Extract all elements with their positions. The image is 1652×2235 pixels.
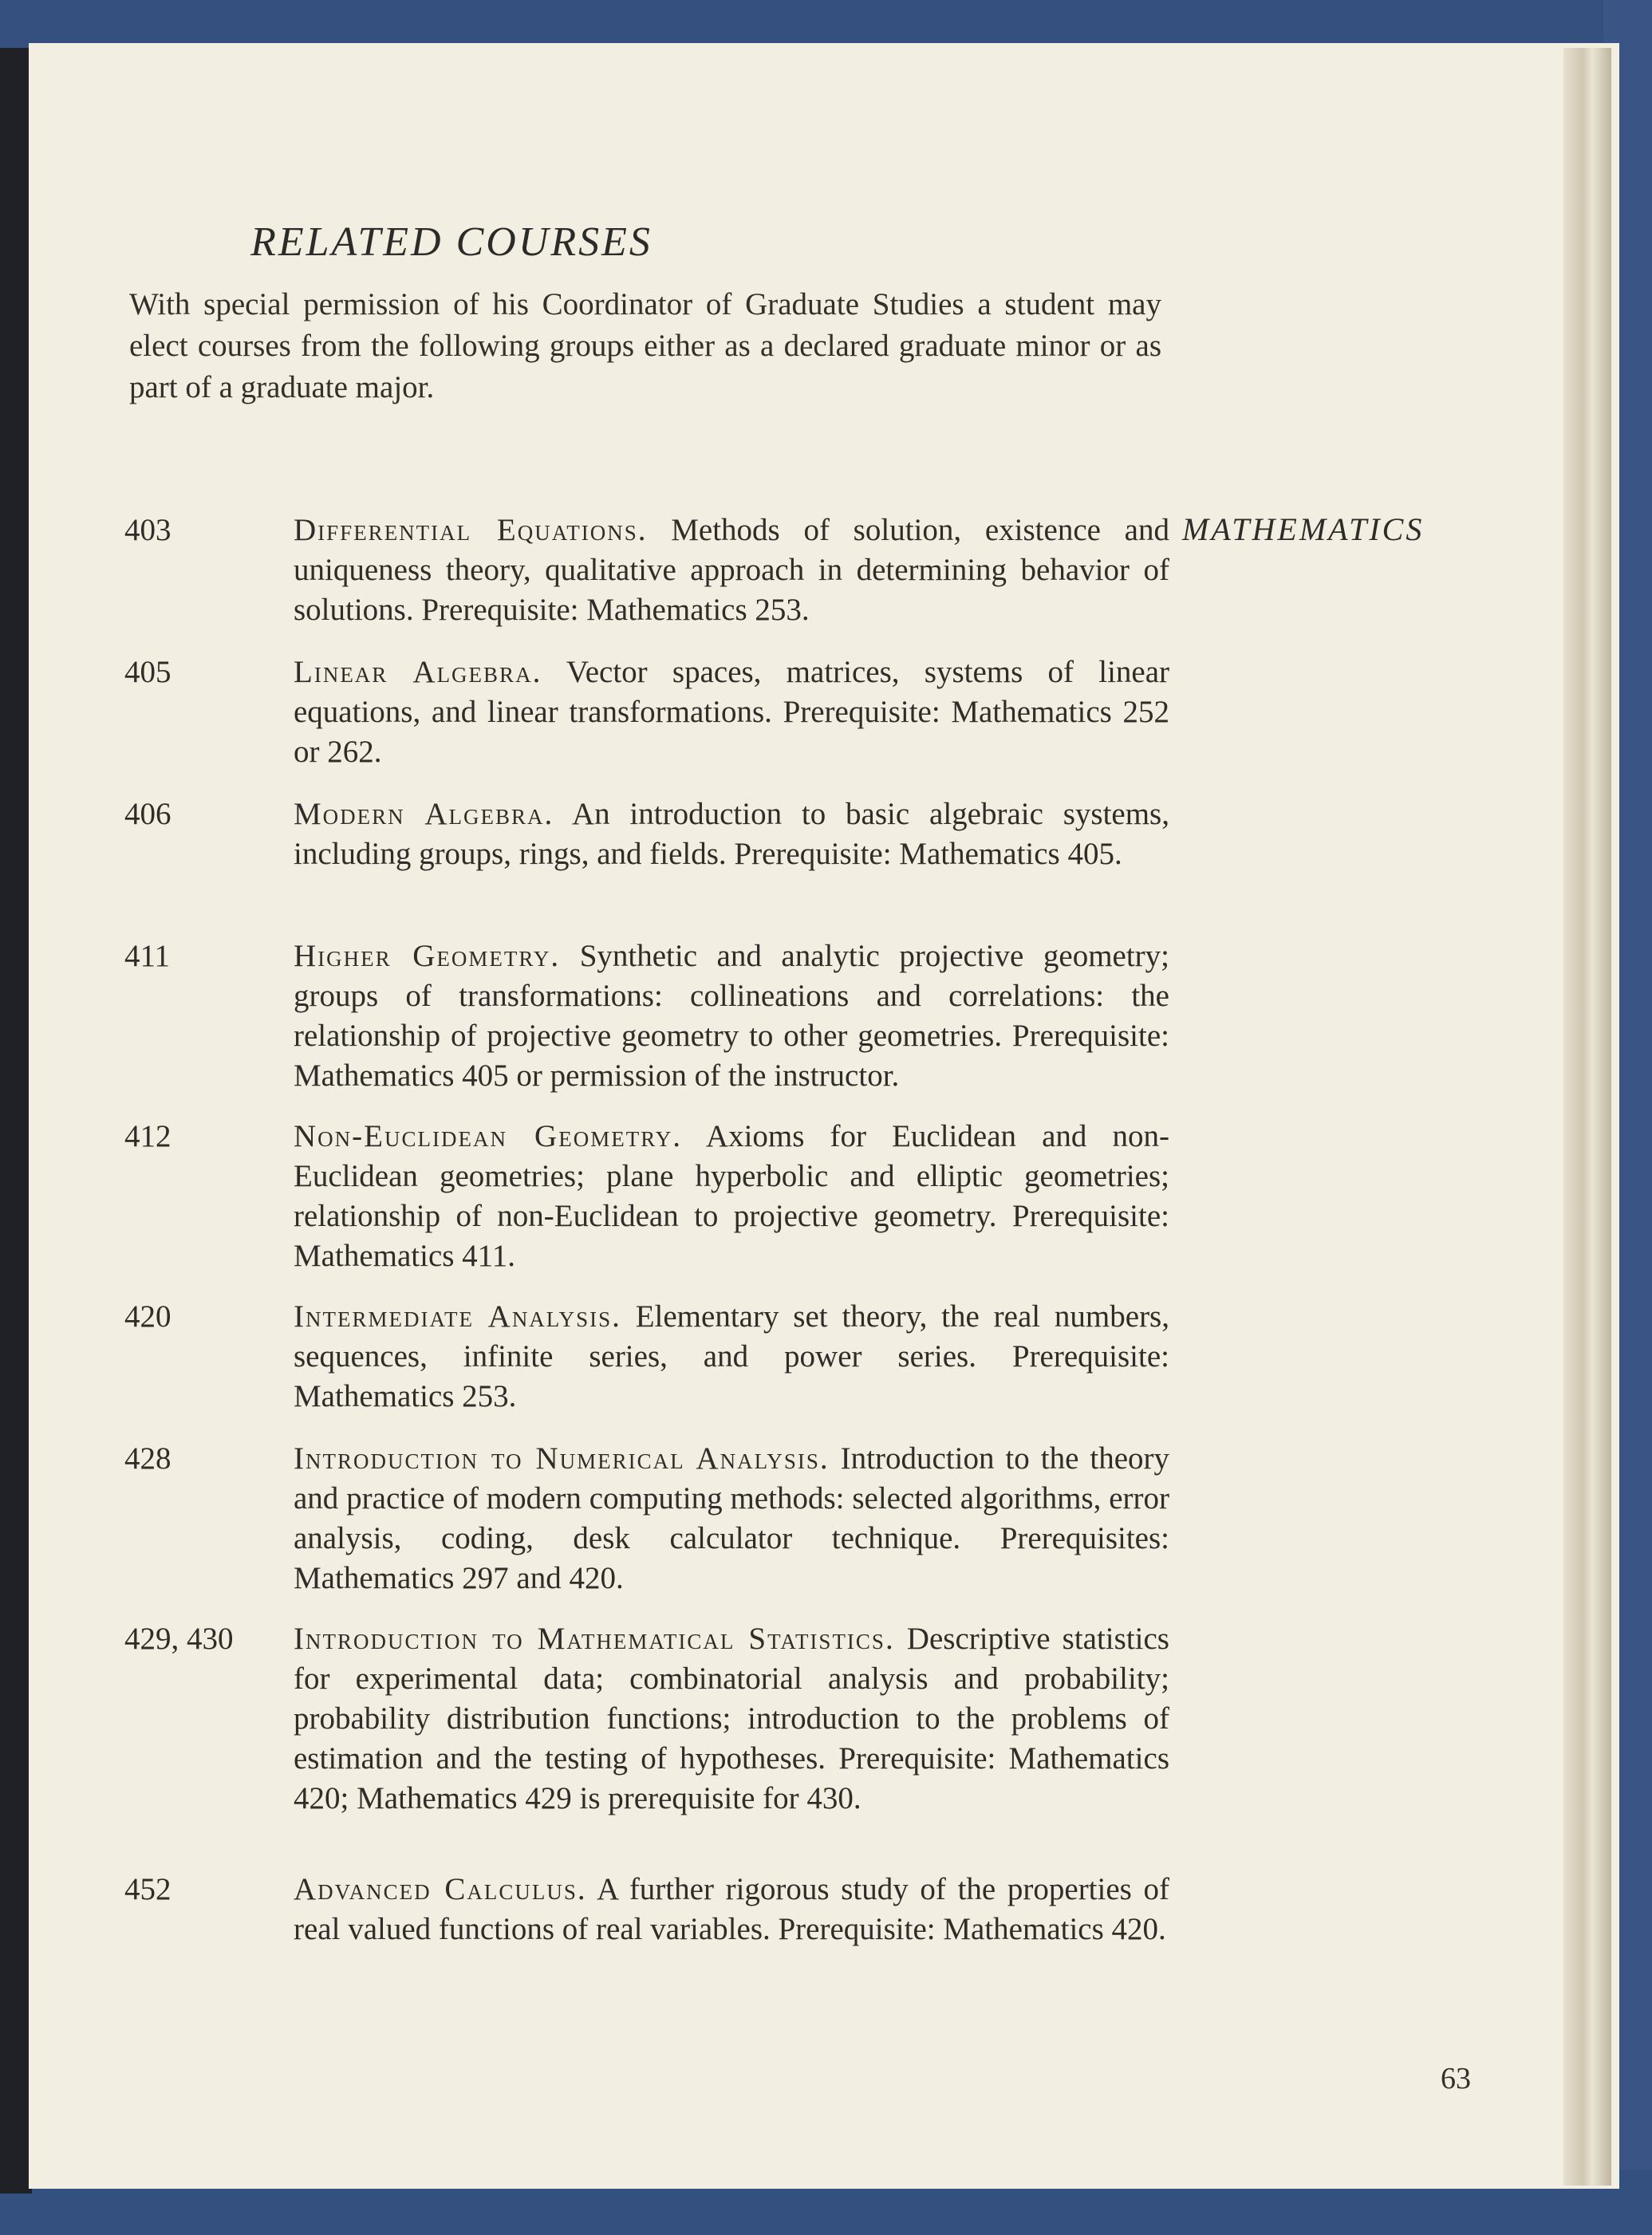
left-shadow bbox=[0, 48, 32, 2194]
course-number: 411 bbox=[124, 939, 171, 973]
course-body bbox=[294, 936, 1169, 1096]
page-number: 63 bbox=[1441, 2062, 1471, 2095]
book-page bbox=[29, 43, 1619, 2189]
course-description: Axioms for Euclidean and non-Euclidean geometries; plane hyperbolic and elliptic geometries; relationship of non-Euclidean to projective geometry. Prerequisite: Mathematics 411. bbox=[294, 1119, 1169, 1273]
course-title: Differential Equations. bbox=[294, 513, 648, 547]
course-description: An introduction to basic algebraic systems, including groups, rings, and fields. Prerequisite: Mathematics 405. bbox=[294, 797, 1169, 871]
course-body bbox=[294, 652, 1169, 772]
course-number: 405 bbox=[124, 655, 172, 689]
course-body bbox=[294, 510, 1169, 630]
course-description: Vector spaces, matrices, systems of linear equations, and linear transformations. Prerequisite: Mathematics 252 or 262. bbox=[294, 655, 1170, 769]
course-description: Elementary set theory, the real numbers, sequences, infinite series, and power series. Prerequisite: Mathematics 253. bbox=[294, 1299, 1169, 1413]
course-number: 429, 430 bbox=[124, 1622, 234, 1656]
course-title: Introduction to Mathematical Statistics. bbox=[294, 1622, 895, 1656]
course-body bbox=[294, 1297, 1169, 1417]
course-title: Linear Algebra. bbox=[294, 655, 542, 689]
course-number: 406 bbox=[124, 797, 172, 831]
course-body bbox=[294, 794, 1169, 874]
page-stack-edge bbox=[1563, 48, 1611, 2186]
course-title: Advanced Calculus. bbox=[294, 1872, 587, 1906]
course-title: Higher Geometry. bbox=[294, 939, 561, 973]
course-number: 412 bbox=[124, 1119, 172, 1153]
course-number: 452 bbox=[124, 1872, 172, 1906]
course-title: Modern Algebra. bbox=[294, 797, 554, 831]
course-body bbox=[294, 1619, 1169, 1819]
course-description: Synthetic and analytic projective geometry; groups of transformations: collineations and correlations: the relationship of projective geometry to other geometries. Prerequisite: Mathematics 405 or permission of the instructor. bbox=[294, 939, 1169, 1093]
course-description: Methods of solution, existence and uniqueness theory, qualitative approach in determining behavior of solutions. Prerequisite: Mathematics 253. bbox=[294, 513, 1169, 627]
intro-paragraph: With special permission of his Coordinator of Graduate Studies a student may elect courses from the following groups either as a declared graduate minor or as part of a graduate major. bbox=[129, 287, 1161, 404]
page-heading: RELATED COURSES bbox=[250, 219, 653, 265]
course-title: Intermediate Analysis. bbox=[294, 1299, 621, 1334]
course-description: Introduction to the theory and practice of modern computing methods: selected algorithms, error analysis, coding, desk calculator technique. Prerequisites: Mathematics 297 and 420. bbox=[294, 1441, 1170, 1595]
course-body bbox=[294, 1117, 1169, 1276]
course-description: Descriptive statistics for experimental data; combinatorial analysis and probability; probability distribution functions; introduction to the problems of estimation and the testing of hypotheses. Prerequisite: Mathematics 420; Mathematics 429 is prerequisite for 430. bbox=[294, 1622, 1169, 1815]
course-title: Non-Euclidean Geometry. bbox=[294, 1119, 682, 1153]
course-description: A further rigorous study of the properties of real valued functions of real variables. Prerequisite: Mathematics 420. bbox=[294, 1872, 1169, 1946]
course-number: 420 bbox=[124, 1299, 172, 1334]
page-content bbox=[29, 43, 1619, 2189]
course-number: 403 bbox=[124, 513, 172, 547]
course-title: Introduction to Numerical Analysis. bbox=[294, 1441, 830, 1476]
section-side-label: MATHEMATICS bbox=[1182, 511, 1425, 547]
course-body bbox=[294, 1870, 1169, 1949]
course-body bbox=[294, 1439, 1169, 1598]
course-number: 428 bbox=[124, 1441, 172, 1476]
